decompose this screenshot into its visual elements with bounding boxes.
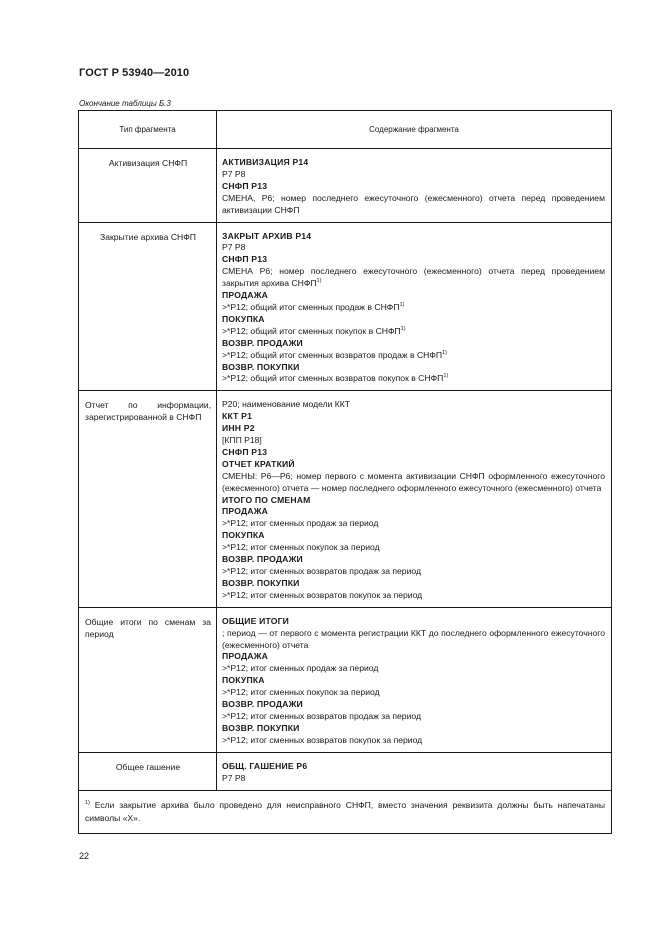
content-line — [222, 495, 605, 507]
content-line — [222, 471, 605, 495]
content-line-text: СМЕНЫ: P6—P6; номер первого с момента активизации СНФП оформленного ежесуточного (ежесменного) отчета — номер последнего оформленного ежесуточного (ежесменного) отчета — [222, 470, 605, 493]
content-line-text: >*P12; итог сменных возвратов покупок за период — [222, 589, 423, 600]
content-line-text: >*P12; общий итог сменных покупок в СНФП — [222, 325, 401, 336]
content-line — [222, 290, 605, 302]
content-line-text: СМЕНА P6; номер последнего ежесуточного (ежесменного) отчета перед проведением закрытия архива СНФП — [222, 266, 605, 289]
fragment-content-cell — [217, 149, 612, 223]
content-line-text: >*P12; итог сменных продаж за период — [222, 663, 379, 674]
content-line — [222, 773, 605, 785]
fragment-type-cell: Отчет по информации, зарегистрированной в СНФП — [79, 391, 217, 607]
content-line — [222, 399, 605, 411]
fragment-content-cell — [217, 222, 612, 391]
table-row — [79, 222, 612, 391]
fragment-type-cell: Закрытие архива СНФП — [79, 222, 217, 391]
content-line — [222, 687, 605, 699]
footnote-text: Если закрытие архива было проведено для неисправного СНФП, вместо значения реквизита должны быть напечатаны символы «Х». — [85, 799, 605, 823]
table-row — [79, 607, 612, 752]
content-line — [222, 302, 605, 314]
header-fragment-content: Содержание фрагмента — [217, 111, 612, 149]
content-line-text: ВОЗВР. ПОКУПКИ — [222, 361, 300, 372]
page-number: 22 — [79, 851, 90, 861]
content-line-text: ПРОДАЖА — [222, 506, 269, 517]
content-line-text: >*P12; итог сменных продаж за период — [222, 518, 379, 529]
content-line-text: P7 P8 — [222, 242, 246, 253]
document-header: ГОСТ Р 53940—2010 — [79, 67, 190, 79]
content-line — [222, 590, 605, 602]
content-line — [222, 542, 605, 554]
content-line — [222, 506, 605, 518]
content-line-text: ПРОДАЖА — [222, 651, 269, 662]
content-line — [222, 651, 605, 663]
content-line — [222, 675, 605, 687]
content-line — [222, 231, 605, 243]
content-line-text: >*P12; итог сменных возвратов продаж за период — [222, 710, 421, 721]
content-line-text: [КПП P18] — [222, 435, 262, 446]
fragment-type-cell: Общее гашение — [79, 752, 217, 790]
content-line — [222, 181, 605, 193]
content-line — [222, 663, 605, 675]
table-header-row — [79, 111, 612, 149]
content-line — [222, 735, 605, 747]
content-line-text: СНФП P13 — [222, 180, 268, 191]
content-line-text: ; период — от первого с момента регистрации ККТ до последнего оформленного ежесуточного (ежесменного) отчета — [222, 627, 605, 650]
content-line — [222, 411, 605, 423]
content-line — [222, 338, 605, 350]
content-line-text: >*P12; общий итог сменных продаж в СНФП — [222, 301, 400, 312]
content-line-text: ОТЧЕТ КРАТКИЙ — [222, 458, 295, 469]
content-line — [222, 169, 605, 181]
content-line — [222, 711, 605, 723]
content-line — [222, 373, 605, 385]
content-line-text: ПОКУПКА — [222, 675, 265, 686]
content-line-text: ПРОДАЖА — [222, 290, 269, 301]
content-line-text: >*P12; итог сменных возвратов продаж за период — [222, 566, 421, 576]
content-line-text: >*P12; итог сменных покупок за период — [222, 542, 380, 553]
content-line-text: СНФП P13 — [222, 446, 268, 457]
content-line-text: ВОЗВР. ПРОДАЖИ — [222, 699, 303, 710]
content-line — [222, 266, 605, 290]
content-line-text: СМЕНА, P6; номер последнего ежесуточного (ежесменного) отчета перед проведением активизации СНФП — [222, 192, 605, 215]
content-line-text: АКТИВИЗАЦИЯ P14 — [222, 157, 309, 167]
content-line-text: ПОКУПКА — [222, 530, 265, 541]
content-line-text: P20; наименование модели ККТ — [222, 399, 351, 410]
content-line — [222, 723, 605, 735]
content-line — [222, 254, 605, 266]
fragment-content-cell — [217, 391, 612, 607]
content-line — [222, 761, 605, 773]
content-line — [222, 362, 605, 374]
content-line — [222, 459, 605, 471]
fragment-content-cell — [217, 752, 612, 790]
table-row — [79, 752, 612, 790]
content-line-text: >*P12; общий итог сменных возвратов покупок в СНФП — [222, 373, 444, 384]
fragment-content-cell — [217, 607, 612, 752]
content-line — [222, 423, 605, 435]
footnote-reference: 1) — [443, 373, 449, 380]
footnote-row — [79, 790, 612, 833]
content-line — [222, 530, 605, 542]
content-line-text: P7 P8 — [222, 772, 246, 783]
content-line — [222, 193, 605, 217]
content-line-text: ВОЗВР. ПОКУПКИ — [222, 722, 300, 733]
content-line — [222, 699, 605, 711]
content-line-text: ККТ P1 — [222, 411, 253, 422]
footnote-reference: 1) — [316, 278, 322, 285]
content-line — [222, 578, 605, 590]
content-line — [222, 447, 605, 459]
content-line — [222, 242, 605, 254]
footnote-reference: 1) — [399, 301, 405, 308]
content-line-text: >*P12; итог сменных покупок за период — [222, 687, 380, 698]
content-line-text: ВОЗВР. ПРОДАЖИ — [222, 554, 303, 565]
content-line-text: >*P12; общий итог сменных возвратов продаж в СНФП — [222, 349, 443, 360]
content-line — [222, 157, 605, 169]
content-line — [222, 314, 605, 326]
table-row — [79, 149, 612, 223]
table-caption: Окончание таблицы Б.3 — [79, 99, 171, 108]
content-line — [222, 616, 605, 628]
content-line — [222, 326, 605, 338]
footnote — [79, 790, 612, 833]
content-line — [222, 554, 605, 566]
content-line-text: СНФП P13 — [222, 254, 268, 265]
content-line — [222, 435, 605, 447]
content-line-text: ВОЗВР. ПОКУПКИ — [222, 577, 300, 588]
content-line — [222, 518, 605, 530]
footnote-reference: 1) — [400, 325, 406, 332]
fragment-table — [78, 110, 612, 834]
table-row — [79, 391, 612, 607]
content-line-text: ЗАКРЫТ АРХИВ P14 — [222, 230, 312, 241]
content-line-text: P7 P8 — [222, 168, 246, 179]
header-fragment-type: Тип фрагмента — [79, 111, 217, 149]
content-line-text: ОБЩ. ГАШЕНИЕ P6 — [222, 760, 308, 771]
content-line-text: ИТОГО ПО СМЕНАМ — [222, 494, 311, 505]
fragment-type-cell: Общие итоги по сменам за период — [79, 607, 217, 752]
content-line-text: ИНН P2 — [222, 423, 255, 434]
footnote-mark: 1) — [85, 799, 90, 806]
content-line-text: >*P12; итог сменных возвратов покупок за период — [222, 734, 423, 745]
content-line-text: ВОЗВР. ПРОДАЖИ — [222, 337, 303, 348]
footnote-reference: 1) — [442, 349, 447, 356]
content-line-text: ПОКУПКА — [222, 313, 265, 324]
fragment-type-cell: Активизация СНФП — [79, 149, 217, 223]
content-line-text: ОБЩИЕ ИТОГИ — [222, 615, 290, 626]
content-line — [222, 628, 605, 652]
content-line — [222, 350, 605, 362]
content-line — [222, 566, 605, 578]
